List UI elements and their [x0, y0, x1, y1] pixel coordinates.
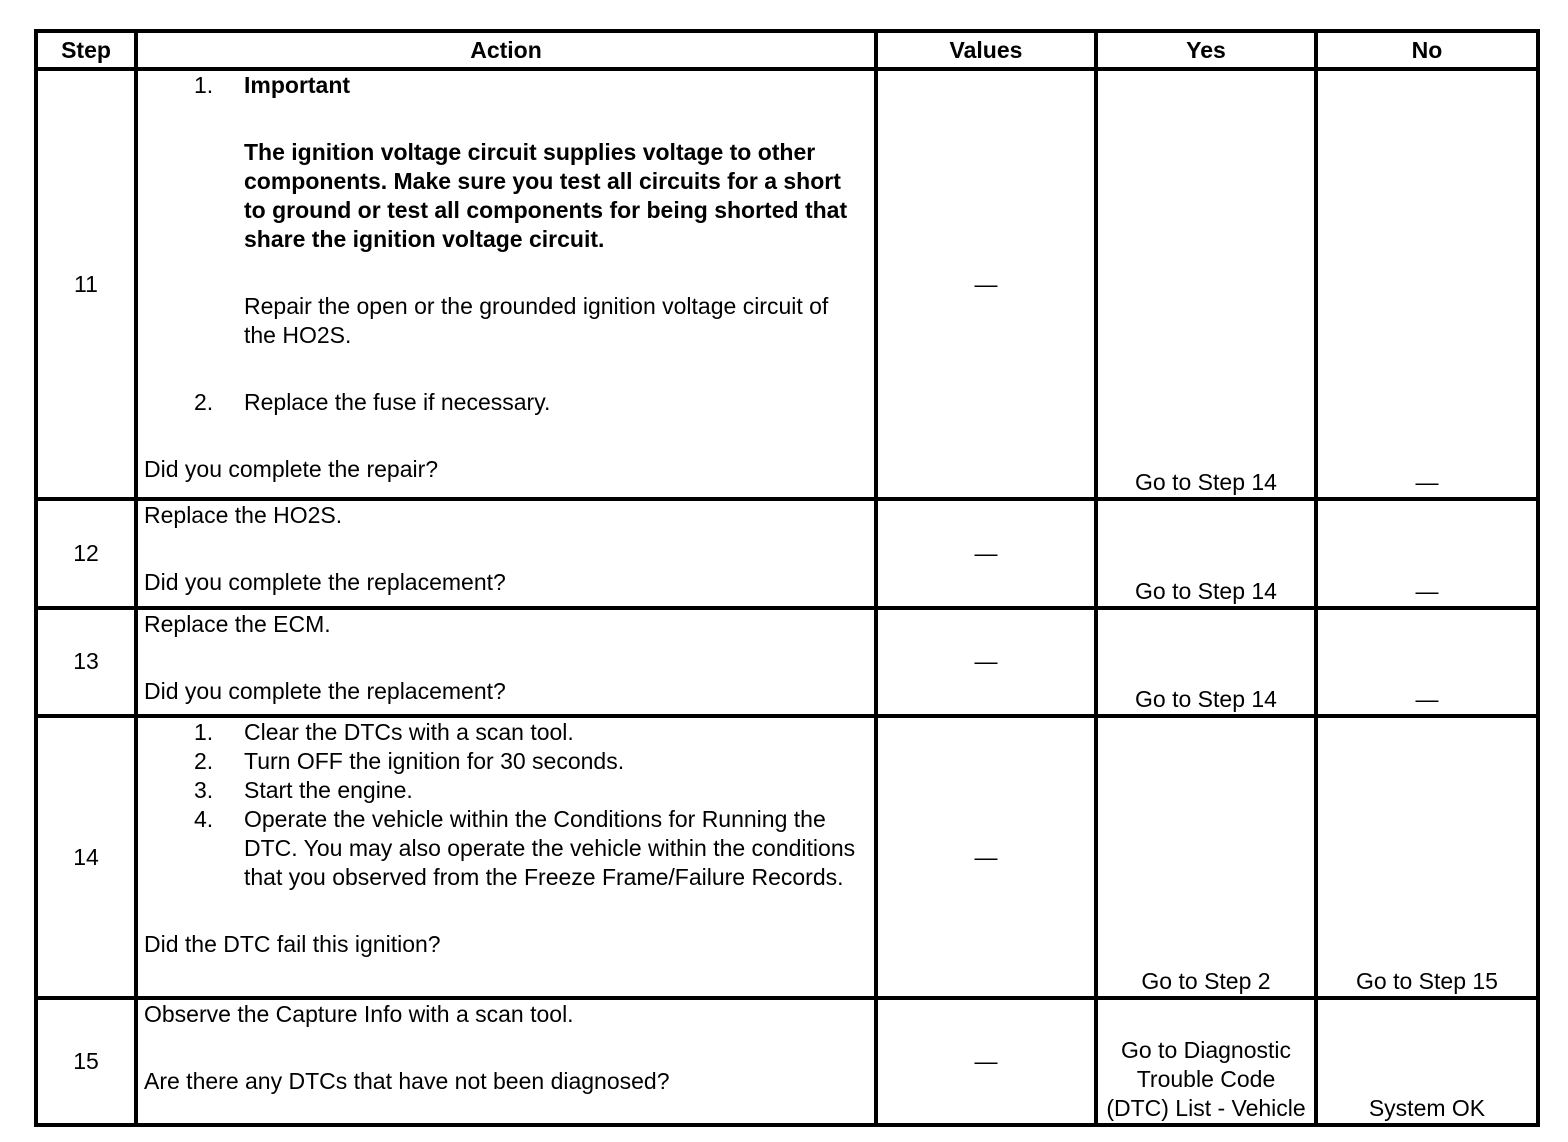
diagnostic-table	[34, 29, 1540, 1127]
no-cell: System OK	[1316, 998, 1538, 1125]
action-item	[144, 776, 868, 805]
values-cell: —	[876, 998, 1096, 1125]
header-row	[36, 31, 1538, 69]
item-text: Clear the DTCs with a scan tool.	[244, 719, 574, 746]
yes-cell: Go to Step 14	[1096, 69, 1316, 499]
no-cell: —	[1316, 499, 1538, 608]
question-text: Did you complete the repair?	[144, 456, 439, 482]
action-cell	[136, 69, 876, 499]
item-text: Start the engine.	[244, 777, 413, 804]
important-label: Important	[244, 72, 351, 98]
step-number: 12	[36, 499, 136, 608]
action-text: Observe the Capture Info with a scan tool.	[144, 1001, 574, 1028]
item-text: Turn OFF the ignition for 30 seconds.	[244, 748, 625, 775]
action-cell	[136, 499, 876, 608]
table-row	[36, 716, 1538, 998]
question-text: Did you complete the replacement?	[144, 569, 506, 596]
no-cell: —	[1316, 69, 1538, 499]
table-row	[36, 608, 1538, 717]
action-text: Replace the HO2S.	[144, 502, 343, 529]
table-row	[36, 499, 1538, 608]
item-number: 1.	[194, 72, 214, 98]
action-cell	[136, 998, 876, 1125]
action-text: Replace the ECM.	[144, 610, 331, 637]
question-text: Did you complete the replacement?	[144, 677, 506, 704]
step-number: 14	[36, 716, 136, 998]
action-item	[144, 718, 868, 747]
header-yes: Yes	[1096, 31, 1316, 69]
item-number: 4.	[194, 806, 214, 833]
table-row	[36, 69, 1538, 499]
step-number: 11	[36, 69, 136, 499]
action-item	[144, 71, 868, 100]
table-row	[36, 998, 1538, 1125]
values-cell: —	[876, 499, 1096, 608]
yes-cell: Go to Step 14	[1096, 499, 1316, 608]
no-cell: —	[1316, 608, 1538, 717]
item-number: 2.	[194, 389, 214, 415]
values-cell: —	[876, 608, 1096, 717]
step-number: 13	[36, 608, 136, 717]
values-cell: —	[876, 716, 1096, 998]
item-number: 2.	[194, 748, 214, 775]
repair-text: Repair the open or the grounded ignition voltage circuit of the HO2S.	[244, 293, 829, 348]
header-values: Values	[876, 31, 1096, 69]
item-number: 3.	[194, 777, 214, 804]
yes-cell: Go to Step 14	[1096, 608, 1316, 717]
action-cell	[136, 608, 876, 717]
question-text: Are there any DTCs that have not been diagnosed?	[144, 1068, 670, 1095]
item-text: Operate the vehicle within the Conditions for Running the DTC. You may also operate the vehicle within the conditions that you observed from the Freeze Frame/Failure Records.	[244, 806, 856, 891]
no-cell: Go to Step 15	[1316, 716, 1538, 998]
action-item	[144, 805, 868, 892]
action-item	[144, 747, 868, 776]
header-action: Action	[136, 31, 876, 69]
question-text: Did the DTC fail this ignition?	[144, 931, 441, 958]
yes-cell: Go to Step 2	[1096, 716, 1316, 998]
action-cell	[136, 716, 876, 998]
values-cell: —	[876, 69, 1096, 499]
item-text: Replace the fuse if necessary.	[244, 389, 551, 415]
step-number: 15	[36, 998, 136, 1125]
header-step: Step	[36, 31, 136, 69]
item-number: 1.	[194, 719, 214, 746]
yes-cell: Go to Diagnostic Trouble Code (DTC) List - Vehicle	[1096, 998, 1316, 1125]
header-no: No	[1316, 31, 1538, 69]
important-note: The ignition voltage circuit supplies voltage to other components. Make sure you test all circuits for a short to ground or test all components for being shorted that share the ignition voltage circuit.	[244, 139, 848, 252]
action-item	[144, 388, 868, 417]
